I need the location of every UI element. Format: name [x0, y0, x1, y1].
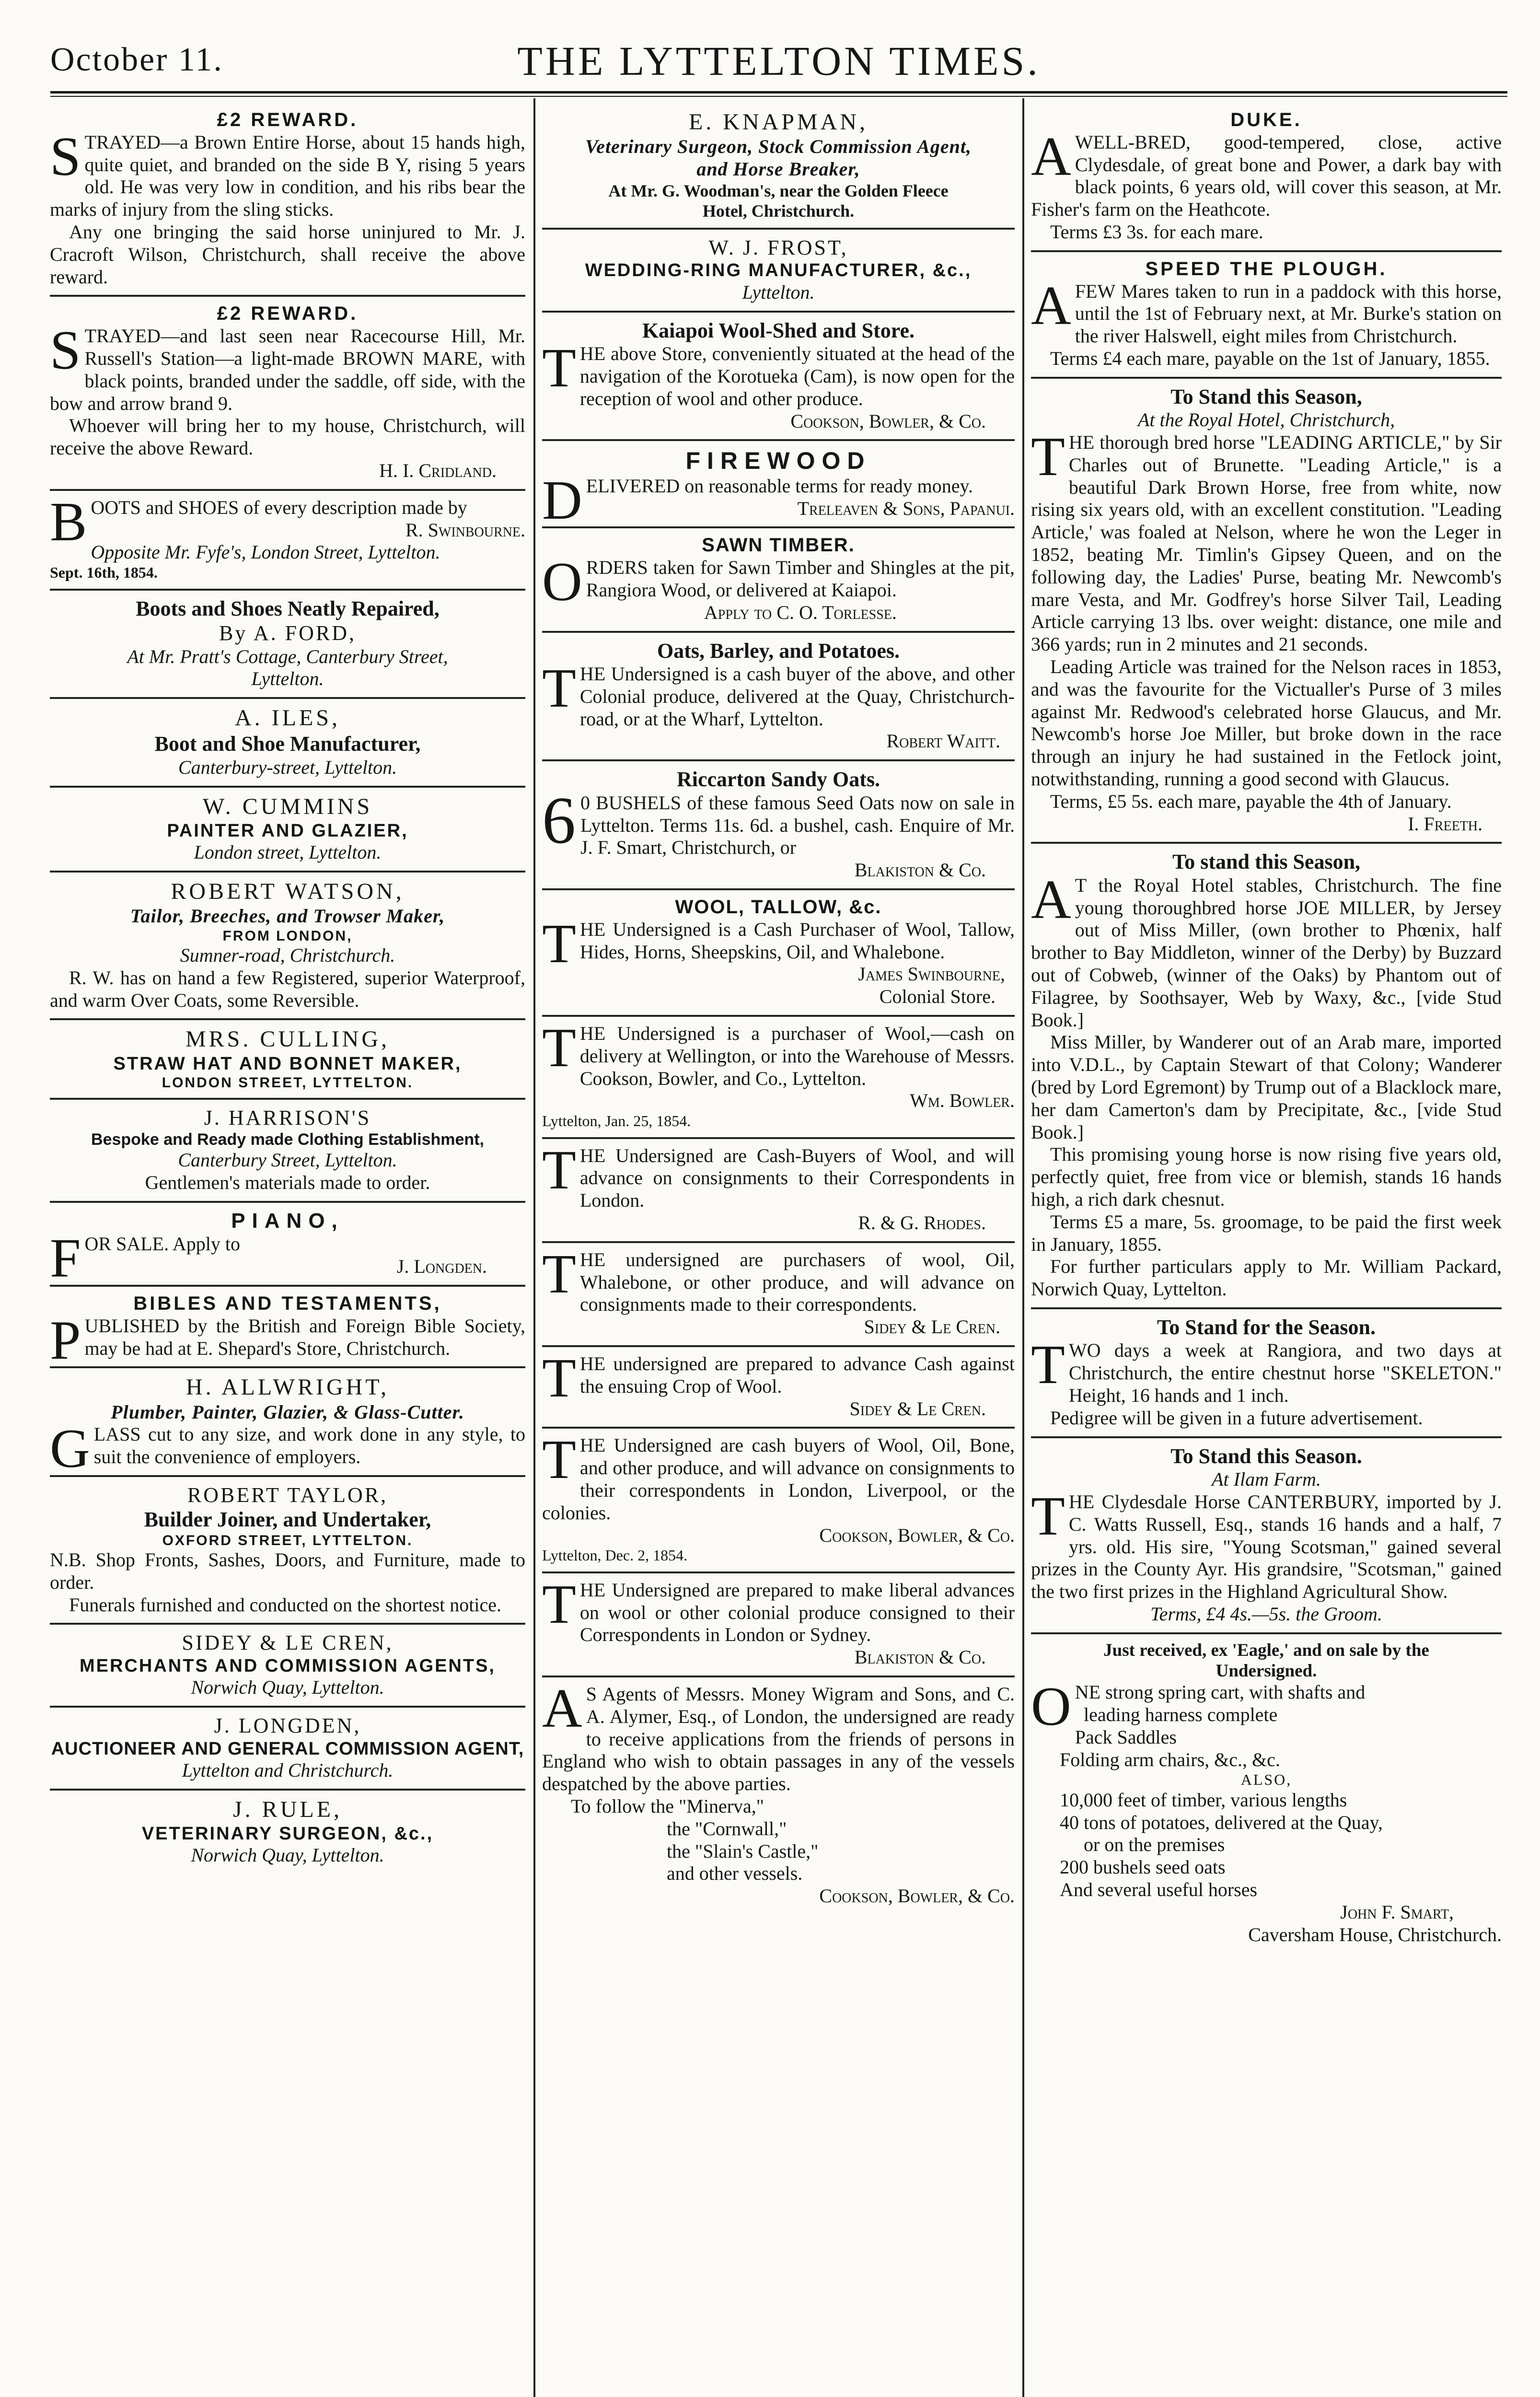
ad-body: THE undersigned are purchasers of wool, Oil, Whalebone, or other produce, and will advance on consignments made to their correspondents.	[542, 1243, 1015, 1315]
ad-body: N.B. Shop Fronts, Sashes, Doors, and Furniture, made to order.	[50, 1548, 525, 1593]
eagle-goods-ad	[1031, 1634, 1502, 1953]
ad-subheading: ALSO,	[1240, 1771, 1292, 1789]
ad-heading: BIBLES AND TESTAMENTS,	[133, 1292, 442, 1314]
allwright-ad	[50, 1368, 525, 1480]
ad-body: TWO days a week at Rangiora, and two days at Christchurch, the entire chestnut horse "SKELETON." Height, 16 hands and 1 inch.	[1031, 1334, 1502, 1407]
issue-date: October 11.	[50, 41, 223, 78]
masthead-rule-thin	[50, 96, 1507, 97]
ad-body: THE thorough bred horse "LEADING ARTICLE," by Sir Charles out of Brunette. "Leading Article," is a beautiful Dark Brown Horse, free from white, now rising six years old, with an excellent constitution. "Leading Article,' was foaled at Nelson, where he won the Leger in 1852, beating Mr. Timlin's Gipsey Queen, and on the following day, the Ladies' Purse, beating Mr. Newcomb's mare Vesta, and Mr. Godfrey's horse Silver Tail, Leading Article carrying 13 lbs. over weight: distance, one mile and 366 yards; run in 2 minutes and 21 seconds.	[1031, 426, 1502, 655]
ad-address: Lyttelton.	[742, 281, 815, 303]
ad-body: Leading Article was trained for the Nelson races in 1853, and was the favourite for the Victualler's Purse of 3 miles against Mr. Redwood's celebrated horse Glaucus, and Mr. Newcomb's horse Joe Miller, but broke down in the race through an injury he had sustained in the Fetlock joint, notwithstanding, running a good second with Glaucus.	[1031, 656, 1502, 790]
ad-heading: PIANO,	[231, 1209, 344, 1233]
wool-tallow-ad	[542, 890, 1015, 1017]
ad-body: BOOTS and SHOES of every description made by	[50, 491, 467, 553]
ad-name: J. LONGDEN,	[214, 1714, 361, 1738]
ad-signature: I. Freeth.	[1408, 813, 1482, 835]
ad-heading: SPEED THE PLOUGH.	[1145, 258, 1388, 279]
ad-terms: Terms, £4 4s.—5s. the Groom.	[1150, 1603, 1382, 1625]
ad-trade: Plumber, Painter, Glazier, & Glass-Cutter.	[111, 1401, 464, 1423]
taylor-ad	[50, 1477, 525, 1625]
column-2	[535, 103, 1021, 2397]
sidey-lecren-ad	[50, 1625, 525, 1708]
ad-name: W. J. FROST,	[708, 235, 848, 259]
ad-trade: Veterinary Surgeon, Stock Commission Agent,	[585, 136, 972, 158]
ad-heading: To stand this Season,	[1172, 850, 1361, 874]
bowler-wool-ad	[542, 1017, 1015, 1139]
ad-trade: Tailor, Breeches, and Trowser Maker,	[130, 905, 445, 927]
kaiapoi-ad	[542, 313, 1015, 442]
ad-body: 60 BUSHELS of these famous Seed Oats now on sale in Lyttelton. Terms 11s. 6d. a bushel, cash. Enquire of Mr. J. F. Smart, Christchurch, or	[542, 783, 1015, 859]
ad-heading: Oats, Barley, and Potatoes.	[657, 639, 900, 663]
ad-body: GLASS cut to any size, and work done in any style, to suit the convenience of employers.	[50, 1418, 525, 1480]
ad-address: Lyttelton and Christchurch.	[182, 1759, 394, 1781]
ford-ad	[50, 591, 525, 699]
ad-heading: Boots and Shoes Neatly Repaired,	[136, 596, 440, 620]
watson-ad	[50, 873, 525, 1020]
ad-address: LONDON STREET, LYTTELTON.	[162, 1074, 414, 1091]
ad-heading: Undersigned.	[1216, 1661, 1317, 1681]
knapman-ad	[542, 103, 1015, 230]
leading-article-ad	[1031, 379, 1502, 844]
ad-heading: Riccarton Sandy Oats.	[676, 768, 880, 791]
ad-name: ROBERT TAYLOR,	[187, 1483, 388, 1507]
ad-body: AS Agents of Messrs. Money Wigram and Sons, and C. A. Alymer, Esq., of London, the undersigned are ready to receive applications from the friends of persons in England who wish to obtain passages in any of the vessels despatched by the above parties.	[542, 1677, 1015, 1795]
ad-address: Canterbury-street, Lyttelton.	[178, 756, 397, 778]
ad-name: W. CUMMINS	[202, 793, 373, 819]
ad-address: Hotel, Christchurch.	[702, 201, 855, 221]
iles-ad	[50, 699, 525, 787]
ad-trade: AUCTIONEER AND GENERAL COMMISSION AGENT,	[51, 1738, 524, 1759]
goods-item: or on the premises	[1084, 1834, 1225, 1856]
ad-signature: Apply to C. O. Torlesse.	[704, 601, 897, 623]
ad-body: THE Undersigned are prepared to make liberal advances on wool or other colonial produce consigned to their Correspondents in London or Sydney.	[542, 1573, 1015, 1646]
ad-body: DELIVERED on reasonable terms for ready money.	[542, 469, 973, 531]
ad-body: PUBLISHED by the British and Foreign Bible Society, may be had at E. Shepard's Store, Christchurch.	[50, 1309, 525, 1371]
oats-ad	[542, 633, 1015, 762]
goods-item: 200 bushels seed oats	[1060, 1856, 1226, 1878]
sidey-wool-ad	[542, 1243, 1015, 1347]
ad-trade: MERCHANTS AND COMMISSION AGENTS,	[80, 1655, 496, 1676]
ad-terms: Terms £3 3s. for each mare.	[1050, 221, 1263, 243]
ad-trade: Builder Joiner, and Undertaker,	[144, 1508, 431, 1532]
goods-item: 40 tons of potatoes, delivered at the Quay,	[1060, 1811, 1383, 1833]
ad-signature: Sidey & Le Cren.	[864, 1316, 1000, 1338]
speed-the-plough-ad	[1031, 252, 1502, 379]
ad-date: Sept. 16th, 1854.	[50, 564, 158, 582]
ad-body: STRAYED—and last seen near Racecourse Hill, Mr. Russell's Station—a light-made BROWN MARE, with black points, branded under the saddle, off side, with the bow and arrow brand 9.	[50, 320, 525, 414]
cummins-ad	[50, 788, 525, 873]
ad-signature: R. Swinbourne.	[405, 519, 525, 541]
ad-body: R. W. has on hand a few Registered, superior Waterproof, and warm Over Coats, some Reversible.	[50, 966, 525, 1011]
ad-name: H. ALLWRIGHT,	[185, 1374, 390, 1400]
ad-body: ORDERS taken for Sawn Timber and Shingles at the pit, Rangiora Wood, or delivered at Kaiapoi.	[542, 551, 1015, 613]
frost-ad	[542, 230, 1015, 313]
bibles-ad	[50, 1287, 525, 1371]
ad-date: Lyttelton, Dec. 2, 1854.	[542, 1547, 688, 1564]
masthead-rule	[50, 91, 1507, 93]
joe-miller-ad	[1031, 844, 1502, 1309]
vessel-line: the "Slain's Castle,"	[667, 1840, 819, 1862]
ad-body: THE undersigned are prepared to advance Cash against the ensuing Crop of Wool.	[542, 1347, 1015, 1409]
vessel-line: the "Cornwall,"	[667, 1817, 787, 1839]
ad-signature: H. I. Cridland.	[379, 459, 497, 481]
ad-name: SIDEY & LE CREN,	[182, 1631, 394, 1655]
ad-heading: SAWN TIMBER.	[702, 535, 855, 556]
ad-body: THE Undersigned are Cash-Buyers of Wool, and will advance on consignments to their Correspondents in London.	[542, 1139, 1015, 1211]
ad-body: AT the Royal Hotel stables, Christchurch. The fine young thoroughbred horse JOE MILLER, by Jersey out of Miss Miller, (own brother to Phœnix, half brother to Bay Middleton, winner of the Derby) by Buzzard out of Cobweb, (winner of the Oaks) by Phantom out of Filagree, by Soothsayer, Web by Waxy, &c., [vide Stud Book.]	[1031, 869, 1502, 1031]
sawn-timber-ad	[542, 528, 1015, 632]
ad-trade: and Horse Breaker,	[696, 158, 860, 180]
ad-heading: £2 REWARD.	[217, 109, 359, 130]
ad-name: A. ILES,	[235, 705, 340, 731]
ad-signature: Robert Waitt.	[886, 730, 1000, 752]
ad-signature: Blakiston & Co.	[854, 1646, 986, 1668]
ad-heading: DUKE.	[1230, 109, 1302, 130]
ad-signature: Cookson, Bowler, & Co.	[819, 1524, 1015, 1546]
ad-trade: PAINTER AND GLAZIER,	[167, 820, 408, 841]
ad-body: This promising young horse is now rising five years old, perfectly quiet, free from vice or blemish, stands 16 hands high, a rich dark chesnut.	[1031, 1143, 1502, 1210]
newspaper-title: THE LYTTELTON TIMES.	[517, 38, 1041, 84]
canterbury-horse-ad	[1031, 1438, 1502, 1634]
ad-body: THE Undersigned is a Cash Purchaser of Wool, Tallow, Hides, Horns, Sheepskins, Oil, and Whalebone.	[542, 913, 1015, 975]
ad-body: Any one bringing the said horse uninjured to Mr. J. Cracroft Wilson, Christchurch, shall receive the above reward.	[50, 221, 525, 288]
ad-address: Norwich Quay, Lyttelton.	[191, 1844, 384, 1866]
ad-address: Canterbury Street, Lyttelton.	[178, 1149, 397, 1171]
ad-body: THE Clydesdale Horse CANTERBURY, imported by J. C. Watts Russell, Esq., stands 16 hands and a half, 7 yrs. old. His sire, "Young Scotsman," gained several prizes in the County Ayr. His grandsire, "Scotsman," gained the two first prizes in the Highland Agricultural Show.	[1031, 1485, 1502, 1603]
piano-ad	[50, 1203, 525, 1290]
ad-body: Whoever will bring her to my house, Christchurch, will receive the above Reward.	[50, 415, 525, 459]
ad-body: Funerals furnished and conducted on the shortest notice.	[69, 1594, 501, 1616]
ad-address: Lyttelton.	[251, 668, 324, 690]
ad-body: THE above Store, conveniently situated at the head of the navigation of the Korotueka (Cam), is now open for the reception of wool and other produce.	[542, 337, 1015, 409]
ad-trade: Bespoke and Ready made Clothing Establishment,	[91, 1130, 484, 1149]
blakiston-ad	[542, 1573, 1015, 1677]
ad-heading: WOOL, TALLOW, &c.	[675, 896, 882, 918]
ad-trade: VETERINARY SURGEON, &c.,	[141, 1823, 434, 1844]
ad-name: J. RULE,	[233, 1796, 342, 1822]
ad-signature: J. Longden.	[396, 1256, 487, 1278]
goods-item: Pack Saddles	[1075, 1726, 1177, 1748]
passage-agents-ad	[542, 1677, 1015, 1914]
ad-trade: Boot and Shoe Manufacturer,	[154, 732, 421, 756]
ad-subheading: At the Royal Hotel, Christchurch,	[1137, 409, 1395, 431]
reward-ad-mare	[50, 297, 525, 490]
sidey-advance-ad	[542, 1347, 1015, 1429]
ad-body: THE Undersigned is a cash buyer of the above, and other Colonial produce, delivered at the Quay, Christchurch-road, or at the Wharf, Lyttelton.	[542, 658, 1015, 730]
ad-heading: £2 REWARD.	[217, 303, 359, 325]
ad-address: At Mr. Pratt's Cottage, Canterbury Street,	[127, 645, 448, 667]
ad-name: E. KNAPMAN,	[688, 109, 868, 135]
ad-address: Opposite Mr. Fyfe's, London Street, Lyttelton.	[91, 541, 440, 563]
ad-signature: James Swinbourne,	[858, 963, 1005, 985]
skeleton-ad	[1031, 1309, 1502, 1438]
ad-body: FOR SALE. Apply to	[50, 1228, 240, 1290]
ad-trade: STRAW HAT AND BONNET MAKER,	[113, 1053, 462, 1074]
culling-ad	[50, 1020, 525, 1100]
ad-heading: To Stand for the Season.	[1157, 1315, 1376, 1339]
reward-ad-horse	[50, 103, 525, 297]
ad-signature: Blakiston & Co.	[854, 859, 986, 881]
ad-body: Gentlemen's materials made to order.	[145, 1172, 430, 1194]
goods-item: Folding arm chairs, &c., &c.	[1060, 1748, 1280, 1770]
riccarton-oats-ad	[542, 761, 1015, 890]
ad-signature: John F. Smart,	[1340, 1901, 1454, 1923]
ad-body: THE Undersigned are cash buyers of Wool, Oil, Bone, and other produce, and will advance on consignments to their correspondents in London, Liverpool, or the colonies.	[542, 1429, 1015, 1524]
ad-signature: Wm. Bowler.	[910, 1090, 1015, 1112]
ad-body: STRAYED—a Brown Entire Horse, about 15 hands high, quite quiet, and branded on the side B Y, rising 5 years old. He was very low in condition, and his ribs bear the marks of injury from the sling sticks.	[50, 126, 525, 221]
ad-trade: WEDDING-RING MANUFACTURER, &c.,	[585, 260, 972, 281]
ad-origin: FROM LONDON,	[222, 928, 353, 944]
boots-shoes-ad	[50, 491, 525, 591]
column-3	[1024, 103, 1508, 2397]
masthead	[50, 26, 1507, 89]
ad-terms: Terms, £5 5s. each mare, payable the 4th of January.	[1050, 790, 1452, 812]
ad-name: By A. FORD,	[219, 621, 357, 645]
ad-date: Lyttelton, Jan. 25, 1854.	[542, 1112, 691, 1130]
cookson-ad	[542, 1429, 1015, 1573]
longden-ad	[50, 1708, 525, 1791]
column-1	[43, 103, 532, 2397]
ad-address: London street, Lyttelton.	[194, 841, 382, 863]
ad-heading: Just received, ex 'Eagle,' and on sale by the	[1103, 1640, 1429, 1660]
goods-item: And several useful horses	[1060, 1879, 1258, 1901]
goods-item: ONE strong spring cart, with shafts and	[1031, 1676, 1366, 1738]
ad-signature: Treleaven & Sons, Papanui.	[797, 497, 1015, 519]
ad-signature: Sidey & Le Cren.	[849, 1397, 986, 1420]
ad-terms: Terms £4 each mare, payable on the 1st of January, 1855.	[1050, 347, 1490, 369]
rhodes-ad	[542, 1139, 1015, 1243]
duke-ad	[1031, 103, 1502, 252]
ad-subheading: At Ilam Farm.	[1212, 1468, 1321, 1490]
ad-address: Sumner-road, Christchurch.	[180, 944, 395, 966]
ad-heading: Kaiapoi Wool-Shed and Store.	[642, 318, 915, 342]
ad-signature: Cookson, Bowler, & Co.	[790, 410, 986, 432]
ad-signature: Colonial Store.	[879, 986, 996, 1008]
ad-address: Norwich Quay, Lyttelton.	[191, 1676, 384, 1699]
ad-body: Miss Miller, by Wanderer out of an Arab mare, imported into V.D.L., by Captain Stewart of that Colony; Wanderer (bred by Lord Egremont) by Trump out of a Blacklock mare, her dam Camerton's dam by Precipitate, &c., [vide Stud Book.]	[1031, 1031, 1502, 1143]
rule-ad	[50, 1791, 525, 1873]
goods-item: leading harness complete	[1084, 1704, 1278, 1726]
ad-body: For further particulars apply to Mr. William Packard, Norwich Quay, Lyttelton.	[1031, 1256, 1502, 1300]
ad-terms: Terms £5 a mare, 5s. groomage, to be paid the first week in January, 1855.	[1031, 1210, 1502, 1255]
ad-body: THE Undersigned is a purchaser of Wool,—cash on delivery at Wellington, or into the Warehouse of Messrs. Cookson, Bowler, and Co., Lyttelton.	[542, 1017, 1015, 1089]
ad-body: AWELL-BRED, good-tempered, close, active Clydesdale, of great bone and Power, a dark bay with black points, 6 years old, will cover this season, at Mr. Fisher's farm on the Heathcote.	[1031, 126, 1502, 221]
ad-name: J. HARRISON'S	[204, 1106, 371, 1130]
goods-item: 10,000 feet of timber, various lengths	[1060, 1789, 1347, 1811]
ad-heading: To Stand this Season.	[1170, 1444, 1362, 1468]
ad-name: ROBERT WATSON,	[171, 878, 405, 904]
ad-signature: R. & G. Rhodes.	[858, 1211, 986, 1233]
vessel-line: To follow the "Minerva,"	[571, 1795, 764, 1817]
ad-heading: To Stand this Season,	[1170, 384, 1362, 408]
ad-address: OXFORD STREET, LYTTELTON.	[162, 1532, 413, 1548]
firewood-ad	[542, 441, 1015, 531]
ad-signature: Cookson, Bowler, & Co.	[819, 1885, 1015, 1907]
vessel-line: and other vessels.	[667, 1862, 803, 1885]
ad-name: MRS. CULLING,	[185, 1026, 390, 1052]
ad-address: Caversham House, Christchurch.	[1248, 1923, 1502, 1945]
ad-address: At Mr. G. Woodman's, near the Golden Fleece	[608, 181, 949, 200]
harrison-ad	[50, 1100, 525, 1203]
ad-heading: FIREWOOD	[685, 447, 871, 475]
ad-body: AFEW Mares taken to run in a paddock with this horse, until the 1st of February next, at Mr. Burke's station on the river Halswell, eight miles from Christchurch.	[1031, 275, 1502, 347]
ad-body: Pedigree will be given in a future advertisement.	[1050, 1407, 1423, 1429]
